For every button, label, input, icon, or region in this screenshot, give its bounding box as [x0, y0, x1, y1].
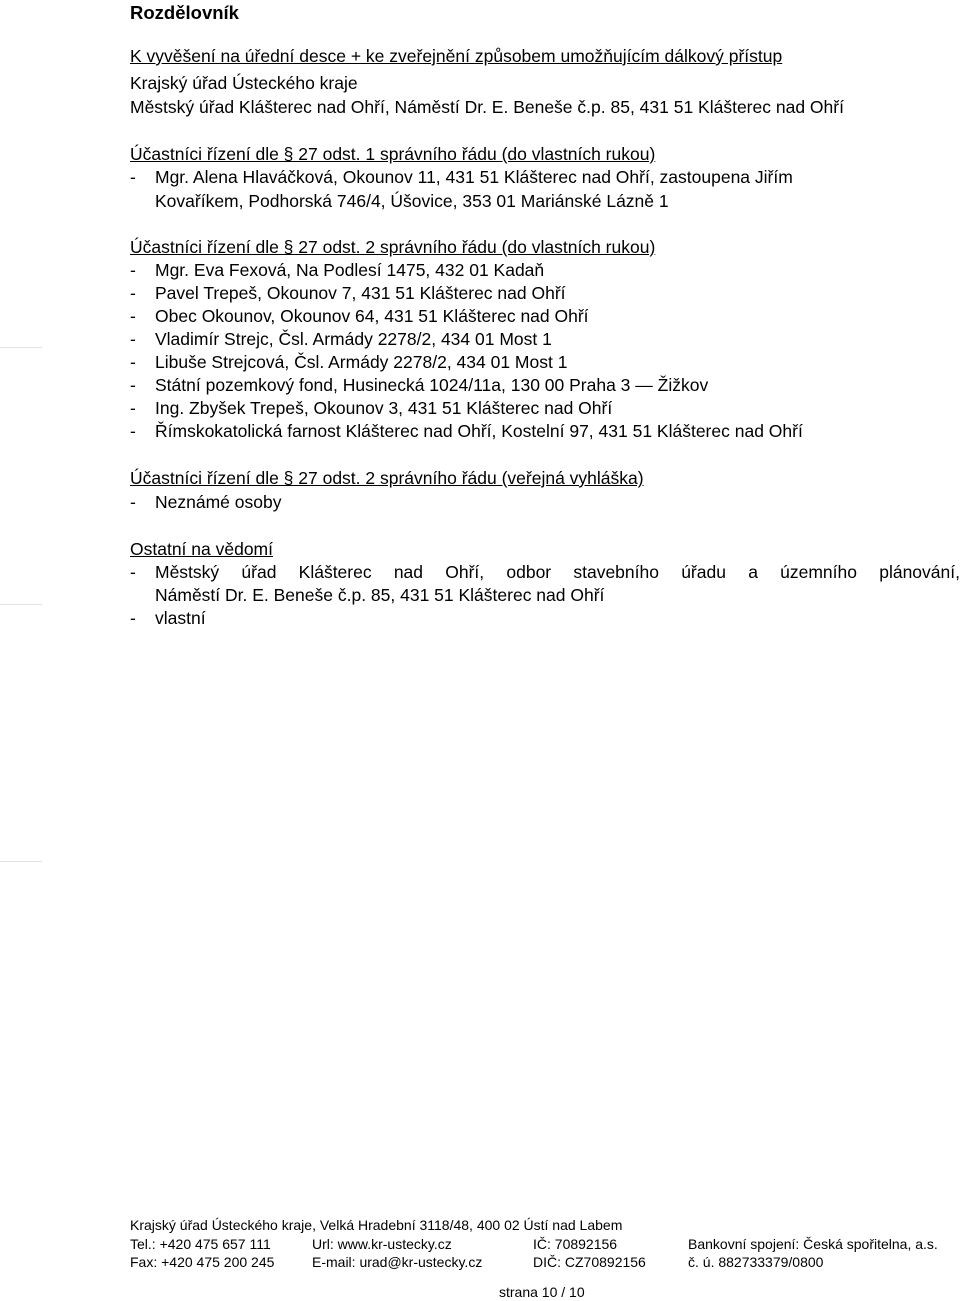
justified-line	[155, 561, 960, 583]
footer-email: E-mail: urad@kr-ustecky.cz	[312, 1254, 483, 1270]
justified-word: Klášterec	[298, 562, 372, 582]
posting-recipient: Krajský úřad Ústeckého kraje	[130, 73, 358, 93]
list-item-text: Libuše Strejcová, Čsl. Armády 2278/2, 434 01 Most 1	[155, 352, 568, 372]
list-item-continuation: Kovaříkem, Podhorská 746/4, Úšovice, 353 01 Mariánské Lázně 1	[155, 191, 669, 211]
list-item	[130, 328, 552, 350]
justified-word: stavebního	[573, 562, 659, 582]
list-dash: -	[130, 329, 136, 349]
list-item-text: Ing. Zbyšek Trepeš, Okounov 3, 431 51 Klášterec nad Ohří	[155, 398, 613, 418]
list-dash: -	[130, 283, 136, 303]
list-item-text: Vladimír Strejc, Čsl. Armády 2278/2, 434 01 Most 1	[155, 329, 552, 349]
footer-dic: DIČ: CZ70892156	[533, 1254, 646, 1270]
justified-word: nad	[393, 562, 424, 582]
list-item-text: Neznámé osoby	[155, 492, 282, 512]
list-item	[130, 166, 793, 188]
posting-instruction: K vyvěšení na úřední desce + ke zveřejnění způsobem umožňujícím dálkový přístup	[130, 46, 783, 66]
list-item-continuation: Náměstí Dr. E. Beneše č.p. 85, 431 51 Klášterec nad Ohří	[155, 585, 605, 605]
list-dash: -	[130, 398, 136, 418]
list-dash: -	[130, 260, 136, 280]
list-dash: -	[130, 375, 136, 395]
list-item	[130, 491, 281, 513]
list-dash: -	[130, 608, 136, 628]
list-dash: -	[130, 352, 136, 372]
section-header: Účastníci řízení dle § 27 odst. 2 správního řádu (veřejná vyhláška)	[130, 468, 644, 488]
justified-word: a	[748, 562, 758, 582]
margin-mark	[0, 861, 42, 862]
list-item	[130, 420, 803, 442]
footer-address: Krajský úřad Ústeckého kraje, Velká Hradební 3118/48, 400 02 Ústí nad Labem	[130, 1217, 623, 1233]
posting-recipient: Městský úřad Klášterec nad Ohří, Náměstí Dr. E. Beneše č.p. 85, 431 51 Klášterec nad Ohří	[130, 97, 844, 117]
footer-url: Url: www.kr-ustecky.cz	[312, 1236, 452, 1252]
list-item-text: Pavel Trepeš, Okounov 7, 431 51 Klášterec nad Ohří	[155, 283, 566, 303]
list-item-text: Obec Okounov, Okounov 64, 431 51 Klášterec nad Ohří	[155, 306, 589, 326]
justified-word: úřad	[241, 562, 277, 582]
list-item	[130, 374, 708, 396]
list-dash: -	[130, 492, 136, 512]
list-dash: -	[130, 306, 136, 326]
section-header: Ostatní na vědomí	[130, 539, 273, 559]
footer-bank: Bankovní spojení: Česká spořitelna, a.s.	[688, 1236, 938, 1252]
section-header: Účastníci řízení dle § 27 odst. 1 správního řádu (do vlastních rukou)	[130, 144, 656, 164]
list-item-text: Mgr. Alena Hlaváčková, Okounov 11, 431 51 Klášterec nad Ohří, zastoupena Jiřím	[155, 167, 793, 187]
list-item	[130, 259, 544, 281]
list-item-text: vlastní	[155, 608, 206, 628]
page-title: Rozdělovník	[130, 2, 239, 23]
list-item	[130, 397, 612, 419]
justified-word: úřadu	[681, 562, 726, 582]
justified-word: Městský	[155, 562, 220, 582]
list-dash: -	[130, 562, 136, 582]
footer-tel: Tel.: +420 475 657 111	[130, 1236, 271, 1252]
footer-account: č. ú. 882733379/0800	[688, 1254, 824, 1270]
list-item-text: Státní pozemkový fond, Husinecká 1024/11a, 130 00 Praha 3 — Žižkov	[155, 375, 709, 395]
list-item	[130, 305, 589, 327]
justified-word: Ohří,	[445, 562, 485, 582]
list-item	[130, 351, 567, 373]
page-number: strana 10 / 10	[499, 1284, 585, 1300]
margin-mark	[0, 347, 42, 348]
list-item	[130, 561, 155, 583]
list-item-text: Mgr. Eva Fexová, Na Podlesí 1475, 432 01 Kadaň	[155, 260, 545, 280]
justified-word: odbor	[506, 562, 552, 582]
list-item-text: Římskokatolická farnost Klášterec nad Ohří, Kostelní 97, 431 51 Klášterec nad Ohří	[155, 421, 803, 441]
footer-fax: Fax: +420 475 200 245	[130, 1254, 275, 1270]
section-header: Účastníci řízení dle § 27 odst. 2 správního řádu (do vlastních rukou)	[130, 237, 656, 257]
list-dash: -	[130, 167, 136, 187]
footer-ic: IČ: 70892156	[533, 1236, 618, 1252]
justified-word: plánování,	[879, 562, 960, 582]
justified-word: územního	[780, 562, 857, 582]
list-item	[130, 282, 566, 304]
list-item	[130, 607, 206, 629]
list-dash: -	[130, 421, 136, 441]
margin-mark	[0, 604, 42, 605]
